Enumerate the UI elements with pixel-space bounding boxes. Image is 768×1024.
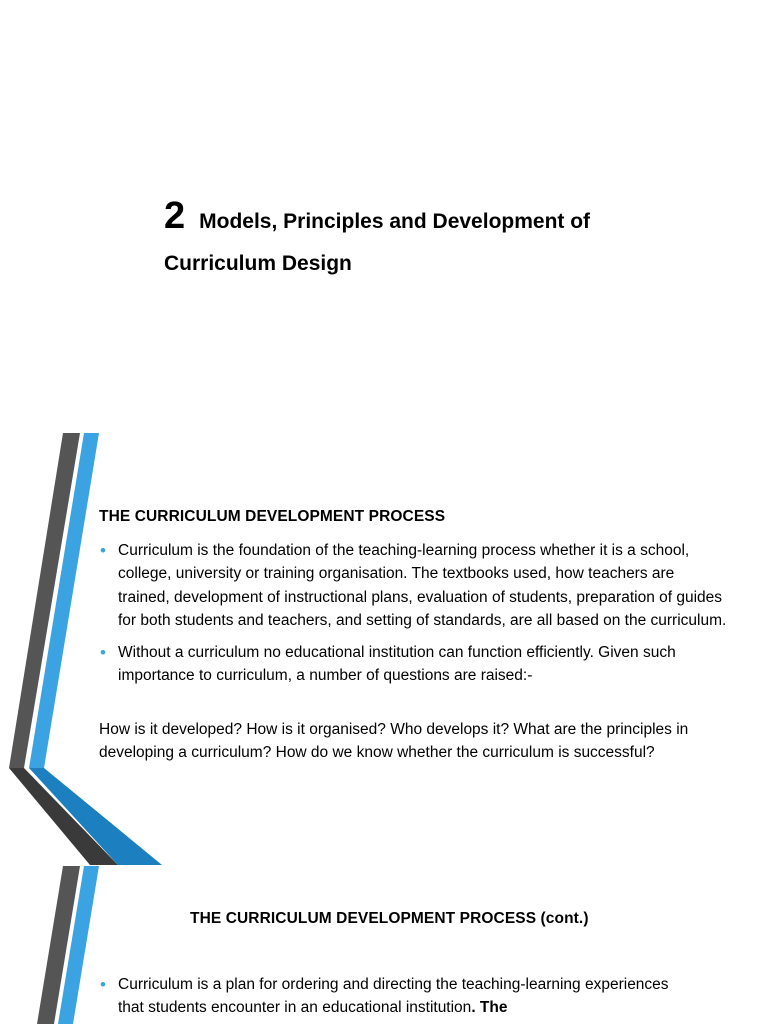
chapter-number: 2 [164,195,186,237]
bullet-bold-text: . The [471,999,508,1017]
title-line-2: Curriculum Design [164,252,352,275]
bullet-text: Curriculum is the foundation of the teaching-learning process whether it is a school, college, university or training organisation. The textbooks used, how teachers are trained, development of instructional plans, evaluation of students, preparation of guides for both students and teachers, and setting of standards, are all based on the curriculum. [118,542,727,630]
bullet-icon: • [100,642,106,662]
content-slide-2 [0,866,768,1024]
bullet-list [99,973,679,1024]
title-line-1: Models, Principles and Development of [199,210,591,233]
list-item [99,641,729,688]
bullet-text: Without a curriculum no educational institution can function efficiently. Given such importance to curriculum, a number of questions are raised:- [118,643,676,685]
bullet-icon: • [100,541,106,560]
list-item [99,973,679,1020]
slide-title [164,196,724,286]
slide-heading: THE CURRICULUM DEVELOPMENT PROCESS (cont.) [190,910,589,927]
questions-paragraph: How is it developed? How is it organised? Who develops it? What are the principles in developing a curriculum? How do we know whether the curriculum is successful? [99,721,689,761]
title-slide [0,0,768,432]
slide-heading: THE CURRICULUM DEVELOPMENT PROCESS [99,508,446,525]
bullet-list [99,539,729,695]
bullet-text: Curriculum is a plan for ordering and directing the teaching-learning experiences that students encounter in an educational institution [118,976,669,1017]
bullet-icon: • [100,975,106,994]
list-item [99,539,729,633]
content-slide-1 [0,433,768,865]
